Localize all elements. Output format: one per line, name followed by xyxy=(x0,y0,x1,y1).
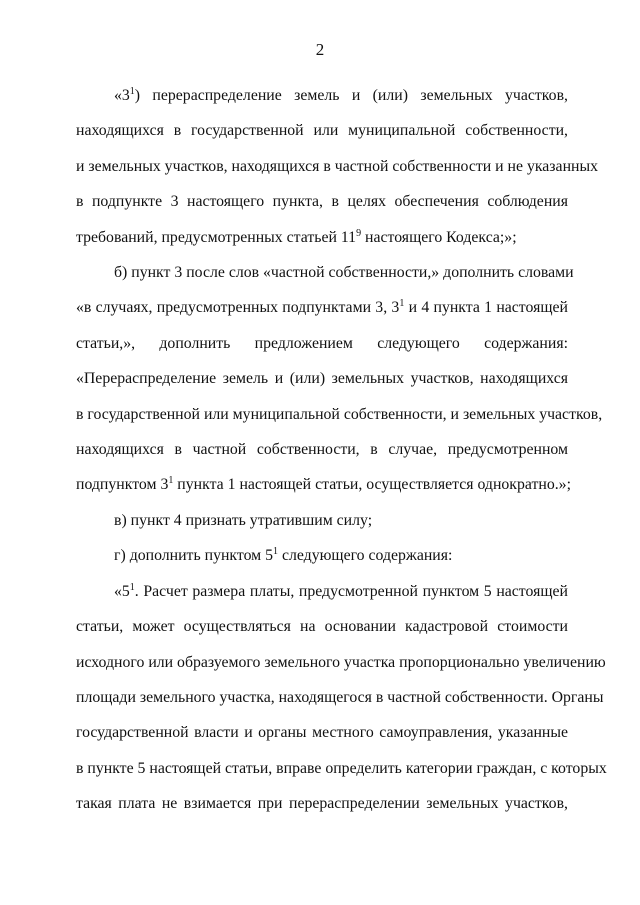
text-line: подпунктом $3^1$ пункта 1 настоящей статьи, осуществляется однократно.»; xyxy=(76,475,571,494)
text-line: государственной власти и органы местного самоуправления, указанные xyxy=(76,724,568,742)
page-number: 2 xyxy=(315,40,325,59)
text-line: требований, предусмотренных статьей $11^9$ настоящего Кодекса;»; xyxy=(76,227,517,246)
paragraph-item-v xyxy=(76,503,568,538)
text-line: площади земельного участка, находящегося в частной собственности. Органы xyxy=(76,688,604,706)
text-line: находящихся в государственной или муниципальной собственности, xyxy=(76,122,568,140)
text-line: статьи, может осуществляться на основании кадастровой стоимости xyxy=(76,618,568,636)
text-line: такая плата не взимается при перераспределении земельных участков, xyxy=(76,795,568,813)
text-line: «$3^1$) перераспределение земель и (или) земельных участков, xyxy=(114,86,568,104)
paragraph-item-g xyxy=(76,538,568,573)
text-line: «Перераспределение земель и (или) земельных участков, находящихся xyxy=(76,370,568,388)
text-line: статьи,», дополнить предложением следующего содержания: xyxy=(76,334,568,352)
paragraph-item-5-1 xyxy=(76,574,607,822)
text-line: в подпункте 3 настоящего пункта, в целях обеспечения соблюдения xyxy=(76,193,568,211)
text-line: «в случаях, предусмотренных подпунктами 3, $3^1$ и 4 пункта 1 настоящей xyxy=(76,298,568,317)
text-line: в государственной или муниципальной собственности, и земельных участков, xyxy=(76,405,603,423)
text-line: «$5^1$. Расчет размера платы, предусмотренной пунктом 5 настоящей xyxy=(114,581,568,600)
text-line: в пункте 5 настоящей статьи, вправе определить категории граждан, с которых xyxy=(76,759,607,777)
text-line: в) пункт 4 признать утратившим силу; xyxy=(114,511,373,529)
text-line: исходного или образуемого земельного участка пропорционально увеличению xyxy=(76,653,606,671)
paragraph-subparagraph-3-1 xyxy=(76,78,598,255)
text-line: г) дополнить пунктом $5^1$ следующего содержания: xyxy=(114,546,453,565)
text-line: б) пункт 3 после слов «частной собственности,» дополнить словами xyxy=(114,264,574,282)
paragraph-item-b xyxy=(76,255,603,503)
document-body xyxy=(76,78,607,822)
text-line: находящихся в частной собственности, в случае, предусмотренном xyxy=(76,441,568,459)
text-line: и земельных участков, находящихся в частной собственности и не указанных xyxy=(76,157,598,175)
